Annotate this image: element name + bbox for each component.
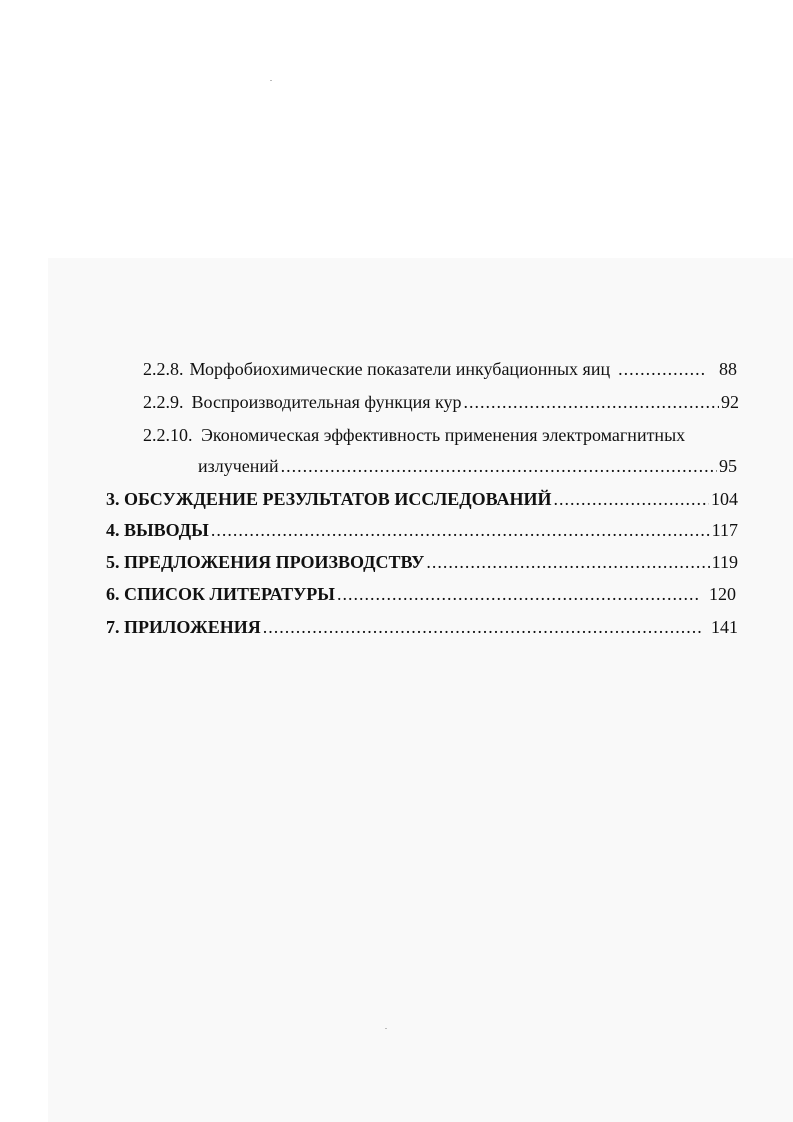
toc-chapter-5 (106, 551, 738, 573)
toc-entry-title: Воспроизводительная функция кур (191, 392, 462, 412)
toc-chapter-page: 141 (711, 617, 738, 637)
scan-speck (270, 80, 272, 81)
toc-entry-2-2-10-continued (198, 455, 737, 477)
toc-chapter-6 (106, 583, 736, 605)
toc-chapter-title: 6. СПИСОК ЛИТЕРАТУРЫ (106, 584, 335, 604)
toc-leader-dots (263, 616, 701, 638)
toc-chapter-page: 119 (711, 552, 738, 572)
toc-chapter-4 (106, 519, 738, 541)
scan-speck (385, 1028, 387, 1029)
toc-chapter-page: 120 (709, 584, 736, 604)
toc-entry-page: 88 (719, 359, 737, 379)
toc-chapter-3 (106, 488, 738, 510)
toc-chapter-title: 4. ВЫВОДЫ (106, 520, 209, 540)
toc-entry-page: 92 (721, 392, 739, 412)
toc-leader-dots (618, 358, 707, 380)
toc-chapter-title: 3. ОБСУЖДЕНИЕ РЕЗУЛЬТАТОВ ИССЛЕДОВАНИЙ (106, 489, 552, 509)
toc-entry-page: 95 (719, 456, 737, 476)
toc-leader-dots (337, 583, 701, 605)
toc-leader-dots (426, 551, 709, 573)
toc-entry-number: 2.2.8. (143, 359, 184, 379)
toc-chapter-title: 5. ПРЕДЛОЖЕНИЯ ПРОИЗВОДСТВУ (106, 552, 425, 572)
toc-entry-title: Морфобиохимические показатели инкубационных яиц (189, 359, 611, 379)
toc-leader-dots (281, 455, 717, 477)
toc-entry-2-2-9 (143, 391, 739, 413)
toc-leader-dots (211, 519, 710, 541)
toc-entry-2-2-10 (143, 424, 685, 446)
toc-entry-title-continued: излучений (198, 456, 279, 476)
toc-chapter-title: 7. ПРИЛОЖЕНИЯ (106, 617, 261, 637)
toc-chapter-page: 104 (711, 489, 738, 509)
toc-chapter-page: 117 (711, 520, 738, 540)
toc-leader-dots (464, 391, 719, 413)
toc-entry-title: Экономическая эффективность применения электромагнитных (201, 425, 686, 445)
toc-chapter-7 (106, 616, 738, 638)
toc-leader-dots (554, 488, 709, 510)
toc-entry-2-2-8 (143, 358, 737, 380)
toc-entry-number: 2.2.9. (143, 392, 184, 412)
toc-entry-number: 2.2.10. (143, 425, 193, 445)
